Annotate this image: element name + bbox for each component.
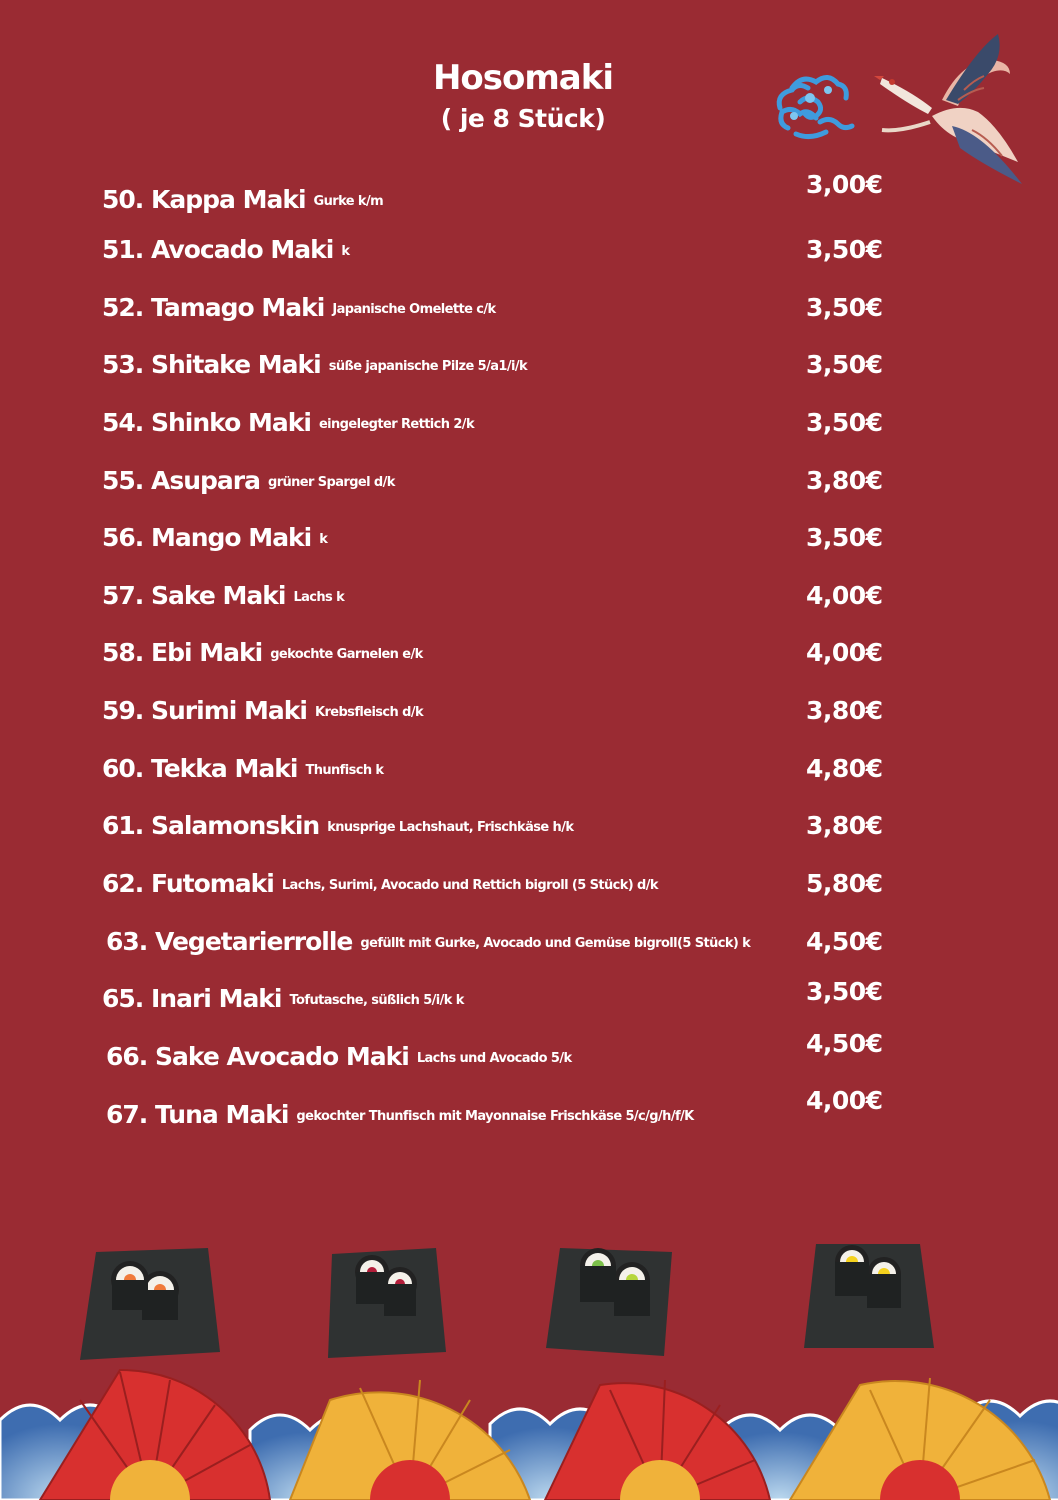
- menu-item-price: 3,50€: [806, 977, 883, 1006]
- item-description: süße japanische Pilze 5/a1/i/k: [328, 359, 528, 374]
- menu-item-price: 4,00€: [806, 638, 883, 667]
- fan-4: [790, 1378, 1050, 1500]
- menu-item-name: [102, 869, 658, 898]
- menu-item-name: [106, 927, 750, 956]
- page-title: Hosomaki: [432, 58, 614, 98]
- menu-item-name: [102, 350, 527, 379]
- item-title: 52. Tamago Maki: [102, 293, 325, 322]
- item-description: grüner Spargel d/k: [267, 475, 395, 490]
- menu-item-price: 3,50€: [806, 350, 883, 379]
- item-title: 57. Sake Maki: [102, 581, 286, 610]
- menu-item-price: 3,50€: [806, 293, 883, 322]
- item-description: knusprige Lachshaut, Frischkäse h/k: [327, 820, 574, 835]
- menu-item-name: [102, 185, 383, 214]
- item-title: 59. Surimi Maki: [102, 696, 307, 725]
- menu-item-name: [102, 408, 474, 437]
- fans-and-waves: [0, 1360, 1058, 1500]
- item-description: k: [319, 532, 328, 547]
- item-description: k: [341, 244, 350, 259]
- item-title: 53. Shitake Maki: [102, 350, 321, 379]
- menu-item-name: [102, 235, 349, 264]
- item-title: 67. Tuna Maki: [106, 1100, 289, 1129]
- menu-item-name: [102, 754, 383, 783]
- menu-item-price: 3,80€: [806, 696, 883, 725]
- item-title: 63. Vegetarierrolle: [106, 927, 353, 956]
- item-description: Thunfisch k: [305, 763, 384, 778]
- blue-cloud-icon: [770, 68, 860, 143]
- item-title: 55. Asupara: [102, 466, 260, 495]
- item-title: 51. Avocado Maki: [102, 235, 334, 264]
- menu-item-price: 3,80€: [806, 811, 883, 840]
- item-title: 65. Inari Maki: [102, 984, 282, 1013]
- menu-item-price: 4,80€: [806, 754, 883, 783]
- menu-item-price: 4,00€: [806, 1086, 883, 1115]
- menu-item-price: 3,80€: [806, 466, 883, 495]
- item-description: Lachs k: [293, 590, 345, 605]
- menu-item-name: [102, 523, 327, 552]
- menu-item-price: 5,80€: [806, 869, 883, 898]
- item-title: 58. Ebi Maki: [102, 638, 263, 667]
- sushi-photos: [0, 1230, 1058, 1380]
- menu-item-price: 3,00€: [806, 170, 883, 199]
- item-description: eingelegter Rettich 2/k: [318, 417, 474, 432]
- menu-item-name: [106, 1100, 694, 1129]
- menu-item-price: 4,50€: [806, 927, 883, 956]
- item-description: gekochte Garnelen e/k: [270, 647, 423, 662]
- item-description: Japanische Omelette c/k: [332, 302, 496, 317]
- menu-item-price: 4,50€: [806, 1029, 883, 1058]
- item-title: 62. Futomaki: [102, 869, 274, 898]
- sushi-plate-tuna: [328, 1248, 446, 1358]
- item-description: gekochter Thunfisch mit Mayonnaise Frischkäse 5/c/g/h/f/K: [296, 1109, 694, 1124]
- item-title: 56. Mango Maki: [102, 523, 312, 552]
- menu-item-price: 4,00€: [806, 581, 883, 610]
- item-description: gefüllt mit Gurke, Avocado und Gemüse bigroll(5 Stück) k: [360, 936, 751, 951]
- sushi-plate-salmon: [80, 1248, 220, 1360]
- menu-item-name: [102, 638, 423, 667]
- page-subtitle: ( je 8 Stück): [440, 104, 606, 133]
- menu-item-name: [102, 984, 464, 1013]
- sushi-plate-mango: [804, 1244, 934, 1348]
- item-title: 66. Sake Avocado Maki: [106, 1042, 409, 1071]
- crane-icon: [872, 30, 1032, 190]
- menu-item-name: [102, 581, 344, 610]
- item-description: Gurke k/m: [313, 194, 384, 209]
- fan-3: [545, 1380, 770, 1500]
- menu-item-name: [102, 696, 423, 725]
- item-title: 61. Salamonskin: [102, 811, 320, 840]
- sushi-plate-avocado: [546, 1248, 672, 1356]
- item-description: Lachs, Surimi, Avocado und Rettich bigroll (5 Stück) d/k: [281, 878, 658, 893]
- item-description: Krebsfleisch d/k: [314, 705, 424, 720]
- item-description: Tofutasche, süßlich 5/i/k k: [289, 993, 464, 1008]
- menu-item-name: [102, 466, 395, 495]
- item-description: Lachs und Avocado 5/k: [416, 1051, 572, 1066]
- menu-item-name: [102, 293, 496, 322]
- item-title: 60. Tekka Maki: [102, 754, 298, 783]
- fan-2: [290, 1380, 530, 1500]
- menu-item-name: [106, 1042, 572, 1071]
- menu-item-name: [102, 811, 573, 840]
- menu-item-price: 3,50€: [806, 408, 883, 437]
- item-title: 54. Shinko Maki: [102, 408, 311, 437]
- menu-item-price: 3,50€: [806, 523, 883, 552]
- item-title: 50. Kappa Maki: [102, 185, 306, 214]
- menu-item-price: 3,50€: [806, 235, 883, 264]
